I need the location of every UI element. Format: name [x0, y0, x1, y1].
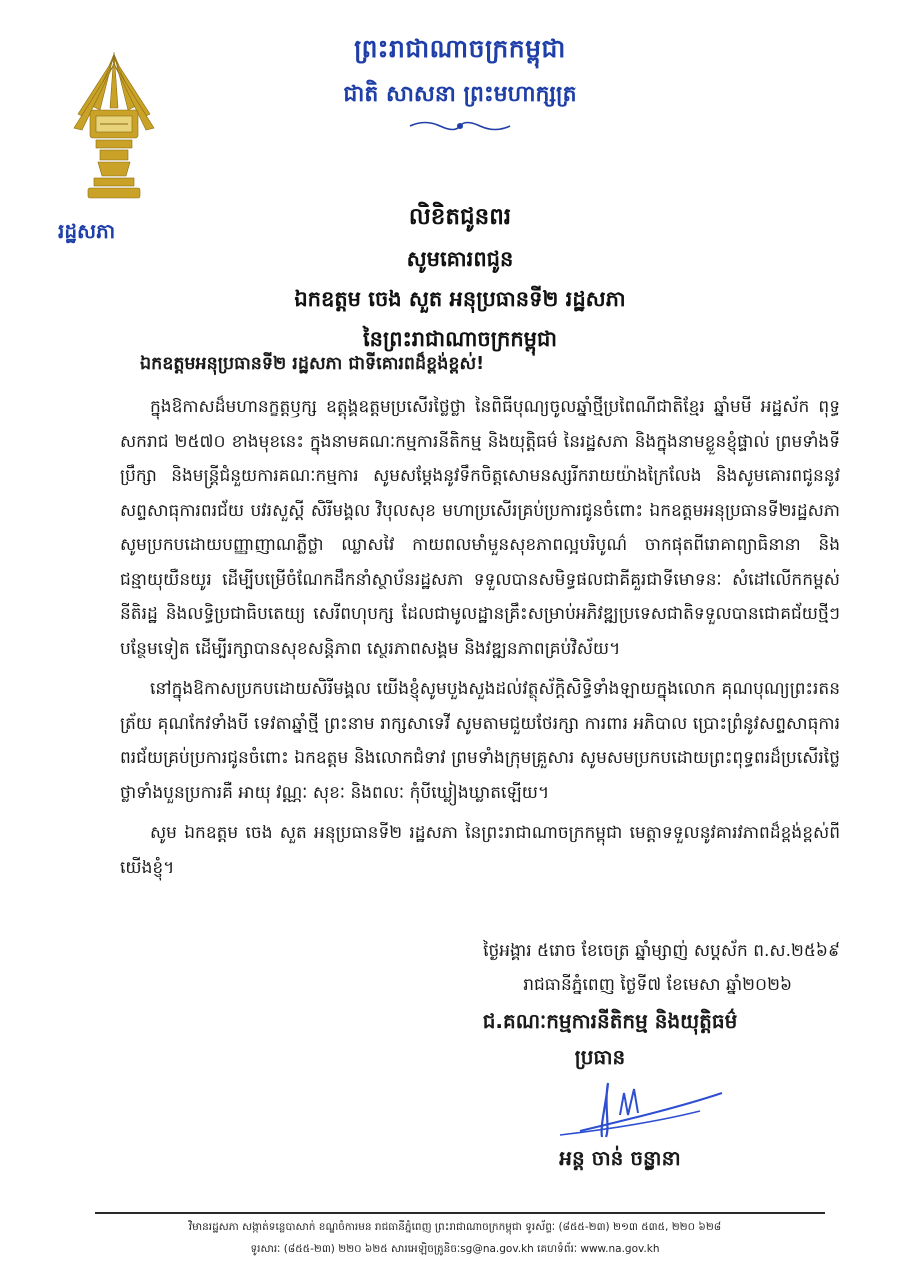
- paragraph-2: នៅក្នុងឱកាសប្រកបដោយសិរីមង្គល យើងខ្ញុំសូមបួងសួងដល់វត្ថុស័ក្តិសិទ្ធិទាំងឡាយក្នុងលោក គុណបុណ្យព្រះរតនត្រ័យ គុណកែវទាំងបី ទេវតាឆ្នាំថ្មី ព្រះនាម រាក្សសាទេវី សូមតាមជួយថែរក្សា ការពារ អភិបាល ប្រោះព្រំនូវសព្ទសាធុការពរជ័យគ្រប់ប្រការជូនចំពោះ ឯកឧត្តម និងលោកជំទាវ ព្រមទាំងក្រុមគ្រួសារ សូមសមប្រកបដោយព្រះពុទ្ធពរដ៏ប្រសើរថ្លៃថ្លាទាំងបួនប្រការគឺ អាយុ វណ្ណៈ សុខៈ និងពលៈ កុំបីឃ្លៀងឃ្លាតឡើយ។: [120, 679, 840, 803]
- footer-address: វិមានរដ្ឋសភា សង្កាត់ទន្លេបាសាក់ ខណ្ឌចំការមន រាជធានីភ្នំពេញ ព្រះរាជាណាចក្រកម្ពុជា ទូរស័ព្ទៈ (៨៥៥-២៣) ២១៣ ៥៣៥, ២២០ ៦២៨: [188, 1221, 722, 1233]
- recipient-kingdom: នៃព្រះរាជាណាចក្រកម្ពុជា: [362, 327, 557, 351]
- divider-ornament: [405, 117, 515, 135]
- signer-name: អន្ត ចាន់ ចន្ធ្លានា: [559, 1146, 681, 1170]
- kingdom-heading: ព្រះរាជាណាចក្រកម្ពុជា: [354, 34, 566, 63]
- recipient-name: ឯកឧត្តម ចេង សួត អនុប្រធានទី២ រដ្ឋសភា: [294, 287, 626, 311]
- letter-body: [120, 390, 840, 885]
- handwritten-signature: [540, 1075, 730, 1145]
- paragraph-3: សូម ឯកឧត្តម ចេង សួត អនុប្រធានទី២ រដ្ឋសភា នៃព្រះរាជាណាចក្រកម្ពុជា មេត្តាទទួលនូវគារវភាពដ៏ខ្ពង់ខ្ពស់ពីយើងខ្ញុំ។: [120, 823, 840, 878]
- footer-divider: [95, 1212, 825, 1214]
- document-type: លិខិតជូនពរ: [408, 204, 512, 230]
- committee-name: ជ.គណៈកម្មការនីតិកម្ម និងយុត្តិធម៌: [482, 1009, 738, 1033]
- paragraph-1: ក្នុងឱកាសដ៏មហានក្ខត្តឫក្ស ឧត្តុង្គឧត្តមប្រសើរថ្លៃថ្លា នៃពិធីបុណ្យចូលឆ្នាំថ្មីប្រពៃណីជាតិខ្មែរ ឆ្នាំមមី អដ្ឋស័ក ពុទ្ធសករាជ ២៥៧០ ខាងមុខនេះ ក្នុងនាមគណៈកម្មការនីតិកម្ម និងយុត្តិធម៌ នៃរដ្ឋសភា និងក្នុងនាមខ្លួនខ្ញុំផ្ទាល់ ព្រមទាំងទីប្រឹក្សា និងមន្ត្រីជំនួយការគណៈកម្មការ សូមសម្តែងនូវទឹកចិត្តសោមនស្សរីករាយយ៉ាងក្រៃលែង និងសូមគោរពជូននូវសព្ទសាធុការពរជ័យ បវរសួស្តី សិរីមង្គល វិបុលសុខ មហាប្រសើរគ្រប់ប្រការជូនចំពោះ ឯកឧត្តមអនុប្រធានទី២រដ្ឋសភា សូមប្រកបដោយបញ្ញាញាណភ្លឺថ្លា ឈ្លាសវៃ កាយពលមាំមួនសុខភាពល្អបរិបូណ៌ ចាកផុតពីរោគាព្យាធិនានា និងជន្មាយុយឺនយូរ ដើម្បីបម្រើចំណែកដឹកនាំស្ថាប័នរដ្ឋសភា ទទួលបានសមិទ្ធផលជាគីគួរជាទីមោទនៈ សំដៅលើកកម្ពស់នីតិរដ្ឋ និងលទ្ធិប្រជាធិបតេយ្យ សេរីពហុបក្ស ដែលជាមូលដ្ឋានគ្រឹះសម្រាប់អភិវឌ្ឍប្រទេសជាតិទទួលបានជោគជ័យថ្មីៗបន្ថែមទៀត ដើម្បីរក្សាបានសុខសន្តិភាព ស្ថេរភាពសង្គម និងវឌ្ឍនភាពគ្រប់វិស័យ។: [120, 397, 840, 659]
- salutation: ឯកឧត្តមអនុប្រធានទី២ រដ្ឋសភា ជាទីគោរពដ៏ខ្ពង់ខ្ពស់!: [140, 354, 485, 374]
- institution-label: រដ្ឋសភា: [58, 219, 116, 243]
- national-motto: ជាតិ សាសនា ព្រះមហាក្សត្រ: [343, 82, 577, 107]
- lunar-date: ថ្ងៃអង្គារ ៥រោច ខែចេត្រ ឆ្នាំម្សាញ់ សប្តស័ក ព.ស.២៥៦៩: [483, 941, 840, 961]
- respectfully-to: សូមគោរពជូន: [406, 247, 514, 271]
- footer-contact: ទូរសារៈ (៨៥៥-២៣) ២២០ ៦២៥ សារអេឡិចត្រូនិចៈsg@na.gov.kh គេហទំព័រៈ www.na.gov.kh: [250, 1243, 660, 1255]
- solar-date: រាជធានីភ្នំពេញ ថ្ងៃទី៧ ខែមេសា ឆ្នាំ២០២៦: [523, 975, 792, 995]
- signer-position: ប្រធាន: [574, 1045, 626, 1069]
- letter-title-block: [150, 195, 770, 359]
- national-assembly-emblem: [70, 48, 158, 208]
